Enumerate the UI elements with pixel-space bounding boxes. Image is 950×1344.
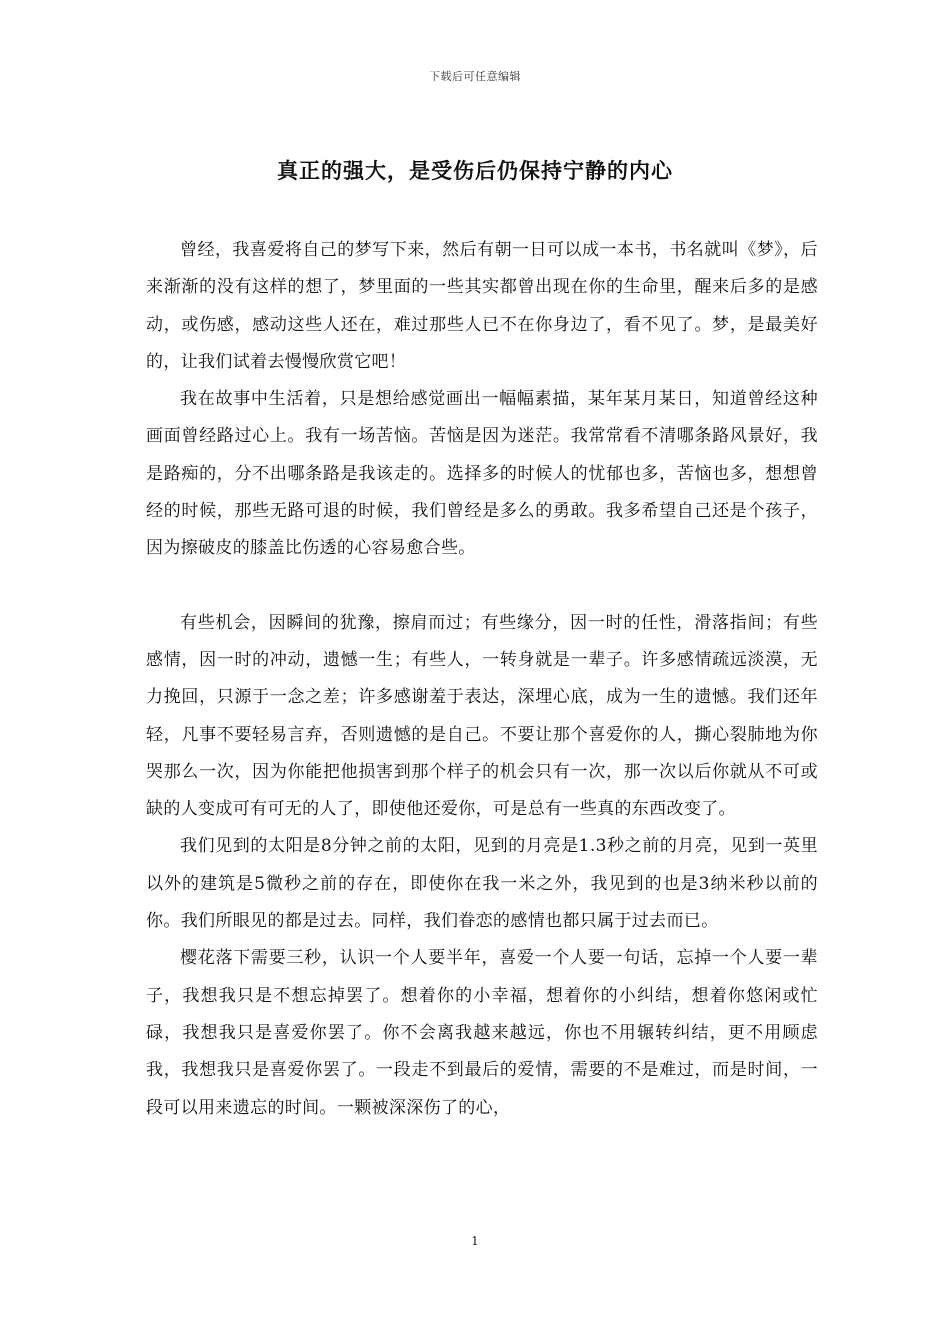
document-title: 真正的强大，是受伤后仍保持宁静的内心 — [277, 158, 673, 183]
paragraph-gap — [146, 568, 818, 605]
paragraph-2: 我在故事中生活着，只是想给感觉画出一幅幅素描，某年某月某日，知道曾经这种画面曾经路过心上。我有一场苦恼。苦恼是因为迷茫。我常常看不清哪条路风景好，我是路痴的，分不出哪条路是我该走的。选择多的时候人的忧郁也多，苦恼也多，想想曾经的时候，那些无路可退的时候，我们曾经是多么的勇敢。我多希望自己还是个孩子，因为擦破皮的膝盖比伤透的心容易愈合些。 — [146, 389, 818, 559]
page-number: 1 — [471, 1234, 479, 1248]
header-note: 下载后可任意编辑 — [429, 70, 521, 83]
paragraph-4: 我们见到的太阳是8分钟之前的太阳，见到的月亮是1.3秒之前的月亮，见到一英里以外的建筑是5微秒之前的存在，即使你在我一米之外，我见到的也是3纳米秒以前的你。我们所眼见的都是过去。同样，我们眷恋的感情也都只属于过去而已。 — [146, 836, 818, 932]
paragraph-3: 有些机会，因瞬间的犹豫，擦肩而过；有些缘分，因一时的任性，滑落指间；有些感情，因一时的冲动，遗憾一生；有些人，一转身就是一辈子。许多感情疏远淡漠，无力挽回，只源于一念之差；许多感谢羞于表达，深埋心底，成为一生的遗憾。我们还年轻，凡事不要轻易言弃，否则遗憾的是自己。不要让那个喜爱你的人，撕心裂肺地为你哭那么一次，因为你能把他损害到那个样子的机会只有一次，那一次以后你就从不可或缺的人变成可有可无的人了，即使他还爱你，可是总有一些真的东西改变了。 — [146, 612, 818, 820]
document-body — [146, 232, 818, 1127]
paragraph-1: 曾经，我喜爱将自己的梦写下来，然后有朝一日可以成一本书，书名就叫《梦》，后来渐渐的没有这样的想了，梦里面的一些其实都曾出现在你的生命里，醒来后多的是感动，或伤感，感动这些人还在，难过那些人已不在你身边了，看不见了。梦，是最美好的，让我们试着去慢慢欣赏它吧！ — [146, 240, 818, 372]
paragraph-5: 樱花落下需要三秒，认识一个人要半年，喜爱一个人要一句话，忘掉一个人要一辈子，我想我只是不想忘掉罢了。想着你的小幸福，想着你的小纠结，想着你悠闲或忙碌，我想我只是喜爱你罢了。你不会离我越来越远，你也不用辗转纠结，更不用顾虑我，我想我只是喜爱你罢了。一段走不到最后的爱情，需要的不是难过，而是时间，一段可以用来遗忘的时间。一颗被深深伤了的心， — [146, 948, 818, 1118]
